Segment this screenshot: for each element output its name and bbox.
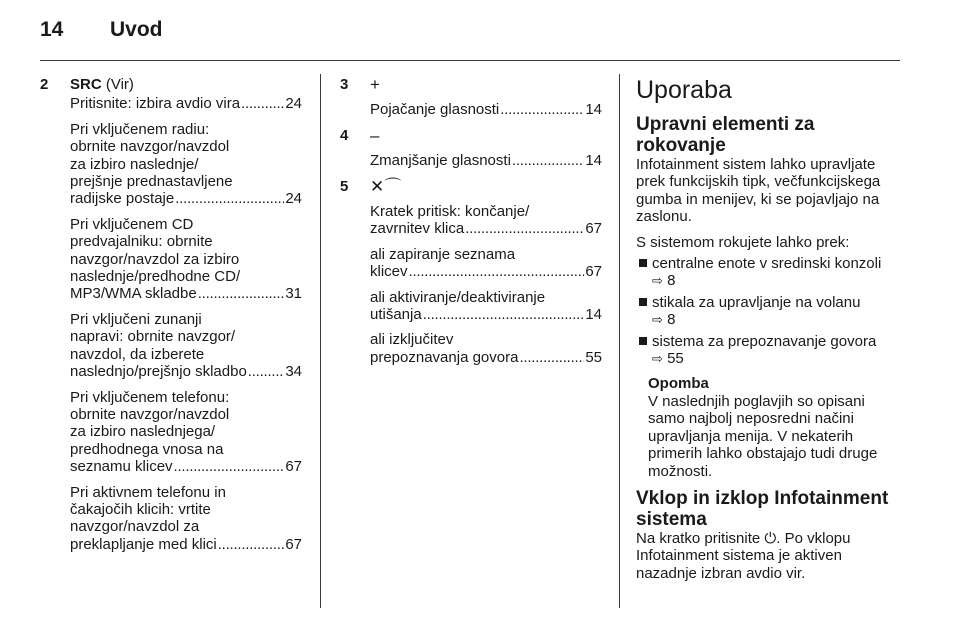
page-ref[interactable]: 34 — [285, 363, 302, 381]
page-ref[interactable]: 14 — [585, 306, 602, 324]
page-header — [40, 18, 163, 42]
paragraph: Pri vključeni zunanji napravi: obrnite navzgor/ navzdol, da izberete naslednjo/prejšnjo skladbo . . . 34 — [40, 311, 302, 381]
paragraph: Pri vključenem CD predvajalniku: obrnite navzgor/navzdol za izbiro naslednje/predhodne CD/ MP3/WMA skladbe . . . 31 — [40, 216, 302, 303]
column-divider-1 — [320, 74, 321, 608]
page-title: Uvod — [110, 18, 163, 41]
list-item: sistema za prepoznavanje govora ⇨ 55 — [636, 333, 900, 368]
page-number: 14 — [40, 18, 64, 41]
item-2 — [40, 76, 302, 553]
bullet-icon — [639, 337, 647, 345]
header-divider — [40, 60, 900, 61]
page-ref[interactable]: 8 — [667, 311, 676, 329]
paragraph: ali zapiranje seznama klicev . . . 67 — [340, 246, 602, 281]
power-icon: ⏻ — [764, 529, 777, 547]
item-4 — [340, 127, 602, 170]
page-ref[interactable]: 24 — [285, 190, 302, 208]
page-ref[interactable]: 55 — [585, 348, 602, 366]
bullet-icon — [639, 298, 647, 306]
item-number: 3 — [340, 76, 349, 93]
column-3 — [636, 76, 900, 582]
column-divider-2 — [619, 74, 620, 608]
item-3 — [340, 76, 602, 119]
page-arrow-icon: ⇨ — [652, 312, 663, 328]
list-item: stikala za upravljanje na volanu ⇨ 8 — [636, 294, 900, 329]
page-ref[interactable]: 67 — [585, 263, 602, 281]
paragraph: Pojačanje glasnosti . . . 14 — [340, 101, 602, 118]
column-1 — [40, 76, 302, 553]
page-ref[interactable]: 8 — [667, 272, 676, 290]
paragraph: Zmanjšanje glasnosti . . . 14 — [340, 152, 602, 169]
intro-paragraph: Infotainment sistem lahko upravljate prek funkcijskih tipk, večfunkcijskega gumba in menijev, ki se pojavljajo na zaslonu. — [636, 156, 881, 226]
page-ref[interactable]: 67 — [585, 220, 602, 238]
page-ref[interactable]: 31 — [285, 285, 302, 303]
paragraph: Kratek pritisk: končanje/ zavrnitev klica . . . 67 — [340, 203, 602, 238]
paragraph: ali aktiviranje/deaktiviranje utišanja . . . 14 — [340, 289, 602, 324]
list-item: centralne enote v sredinski konzoli ⇨ 8 — [636, 255, 900, 290]
page-ref[interactable]: 67 — [285, 535, 302, 553]
page-ref[interactable]: 67 — [285, 458, 302, 476]
note-title: Opomba — [648, 375, 709, 393]
paragraph: Pri vključenem radiu: obrnite navzgor/navzdol za izbiro naslednje/ prejšnje prednastavljene radijske postaje . . . 24 — [40, 121, 302, 208]
power-paragraph: Na kratko pritisnite ⏻. Po vklopu Infotainment sistema je aktiven nazadnje izbran avdio vir. — [636, 529, 851, 582]
item-5 — [340, 178, 602, 367]
page-ref[interactable]: 55 — [667, 350, 684, 368]
page-arrow-icon: ⇨ — [652, 273, 663, 289]
item-number: 4 — [340, 126, 349, 144]
lead-text: S sistemom rokujete lahko prek: — [636, 233, 850, 251]
bullet-icon — [639, 259, 647, 267]
mute-hangup-icon: ✕⌒ — [370, 176, 402, 196]
subsection-heading: Upravni elementi za rokovanje — [636, 114, 815, 156]
paragraph: Pritisnite: izbira avdio vira . . . 24 — [40, 95, 302, 112]
section-heading: Uporaba — [636, 76, 732, 104]
paragraph: Pri aktivnem telefonu in čakajočih klicih: vrtite navzgor/navzdol za preklapljanje med klici . . . 67 — [40, 484, 302, 554]
page-ref[interactable]: 14 — [585, 152, 602, 170]
minus-icon: – — [370, 125, 380, 145]
item-title: SRC (Vir) — [70, 76, 134, 93]
item-number: 5 — [340, 177, 349, 195]
page-arrow-icon: ⇨ — [652, 351, 663, 367]
subsection-heading: Vklop in izklop Infotainment sistema — [636, 487, 889, 530]
note-box: Opomba V naslednjih poglavjih so opisani samo najbolj neposredni načini upravljanja menija. V nekaterih primerih lahko obstajajo tudi druge možnosti. — [636, 375, 900, 479]
item-number: 2 — [40, 76, 49, 93]
paragraph: Pri vključenem telefonu: obrnite navzgor/navzdol za izbiro naslednjega/ predhodnega vnosa na seznamu klicev . . . 67 — [40, 389, 302, 476]
page-ref[interactable]: 24 — [285, 95, 302, 113]
paragraph: ali izključitev prepoznavanja govora . . . 55 — [340, 331, 602, 366]
plus-icon: + — [370, 75, 380, 94]
column-2 — [340, 76, 602, 366]
page-ref[interactable]: 14 — [585, 101, 602, 119]
